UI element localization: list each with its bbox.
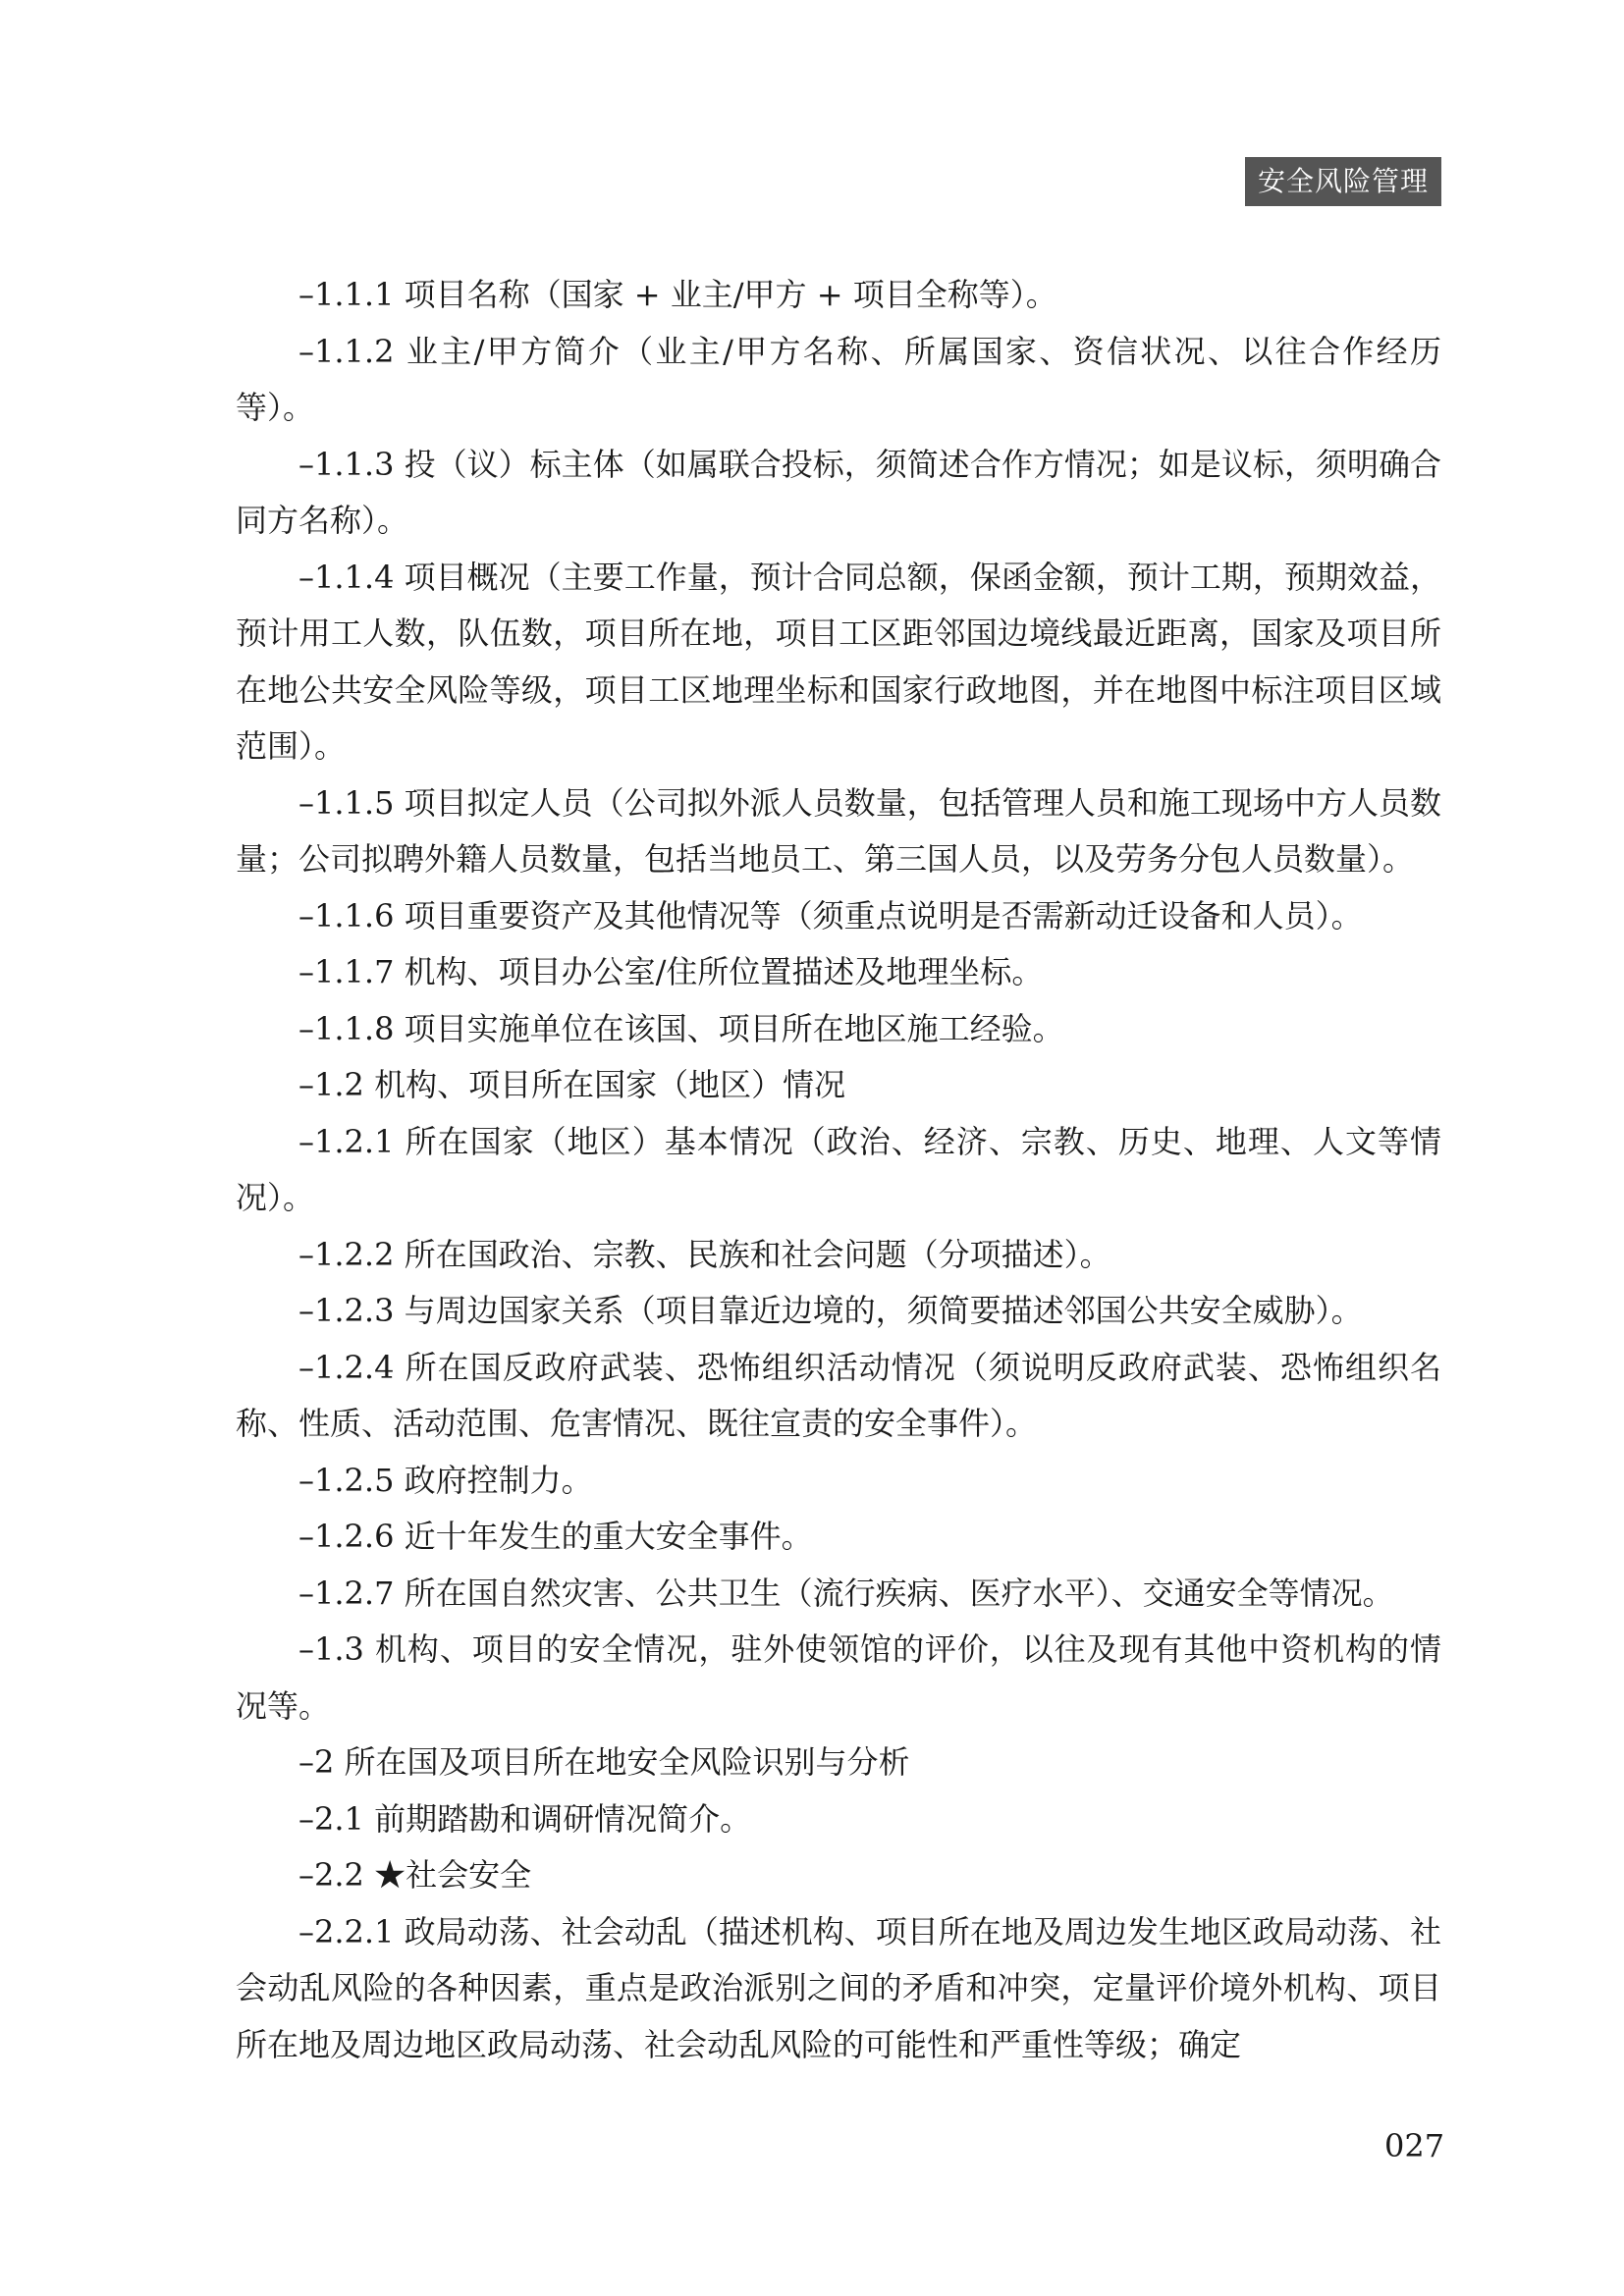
heading-2-2: –2.2 ★社会安全	[298, 1856, 532, 1894]
paragraph-1-1-5: –1.1.5 项目拟定人员（公司拟外派人员数量，包括管理人员和施工现场中方人员数量；公司拟聘外籍人员数量，包括当地员工、第三国人员，以及劳务分包人员数量）。	[236, 783, 1441, 878]
paragraph-1-1-6: –1.1.6 项目重要资产及其他情况等（须重点说明是否需新动迁设备和人员）。	[298, 896, 1363, 934]
paragraph-1-1-1: –1.1.1 项目名称（国家 + 业主/甲方 + 项目全称等）。	[298, 276, 1057, 313]
page-body	[236, 267, 1441, 2073]
paragraph-2-2-1: –2.2.1 政局动荡、社会动乱（描述机构、项目所在地及周边发生地区政局动荡、社会动乱风险的各种因素，重点是政治派别之间的矛盾和冲突，定量评价境外机构、项目所在地及周边地区政局动荡、社会动乱风险的可能性和严重性等级；确定	[236, 1912, 1441, 2063]
paragraph-1-2-5: –1.2.5 政府控制力。	[298, 1461, 593, 1499]
paragraph-2-1: –2.1 前期踏勘和调研情况简介。	[298, 1799, 752, 1838]
paragraph-1-2-1: –1.2.1 所在国家（地区）基本情况（政治、经济、宗教、历史、地理、人文等情况）。	[236, 1122, 1441, 1216]
paragraph-1-1-7: –1.1.7 机构、项目办公室/住所位置描述及地理坐标。	[298, 953, 1044, 990]
paragraph-1-2-6: –1.2.6 近十年发生的重大安全事件。	[298, 1518, 813, 1555]
heading-1-2: –1.2 机构、项目所在国家（地区）情况	[298, 1066, 846, 1103]
paragraph-1-2-4: –1.2.4 所在国反政府武装、恐怖组织活动情况（须说明反政府武装、恐怖组织名称、性质、活动范围、危害情况、既往宣责的安全事件）。	[236, 1348, 1441, 1442]
paragraph-1-3: –1.3 机构、项目的安全情况，驻外使领馆的评价，以往及现有其他中资机构的情况等。	[236, 1630, 1441, 1725]
paragraph-1-1-2: –1.1.2 业主/甲方简介（业主/甲方名称、所属国家、资信状况、以往合作经历等）。	[236, 332, 1441, 426]
page-number: 027	[1384, 2127, 1445, 2164]
paragraph-1-2-2: –1.2.2 所在国政治、宗教、民族和社会问题（分项描述）。	[298, 1235, 1111, 1273]
heading-2: –2 所在国及项目所在地安全风险识别与分析	[298, 1743, 910, 1781]
paragraph-1-2-3: –1.2.3 与周边国家关系（项目靠近边境的，须简要描述邻国公共安全威胁）。	[298, 1292, 1363, 1329]
section-tag: 安全风险管理	[1245, 157, 1441, 206]
paragraph-1-2-7: –1.2.7 所在国自然灾害、公共卫生（流行疾病、医疗水平）、交通安全等情况。	[298, 1574, 1394, 1612]
paragraph-1-1-3: –1.1.3 投（议）标主体（如属联合投标，须简述合作方情况；如是议标，须明确合同方名称）。	[236, 445, 1441, 539]
paragraph-1-1-8: –1.1.8 项目实施单位在该国、项目所在地区施工经验。	[298, 1009, 1064, 1047]
paragraph-1-1-4: –1.1.4 项目概况（主要工作量，预计合同总额，保函金额，预计工期，预期效益，预计用工人数，队伍数，项目所在地，项目工区距邻国边境线最近距离，国家及项目所在地公共安全风险等级，项目工区地理坐标和国家行政地图，并在地图中标注项目区域范围）。	[236, 558, 1441, 765]
